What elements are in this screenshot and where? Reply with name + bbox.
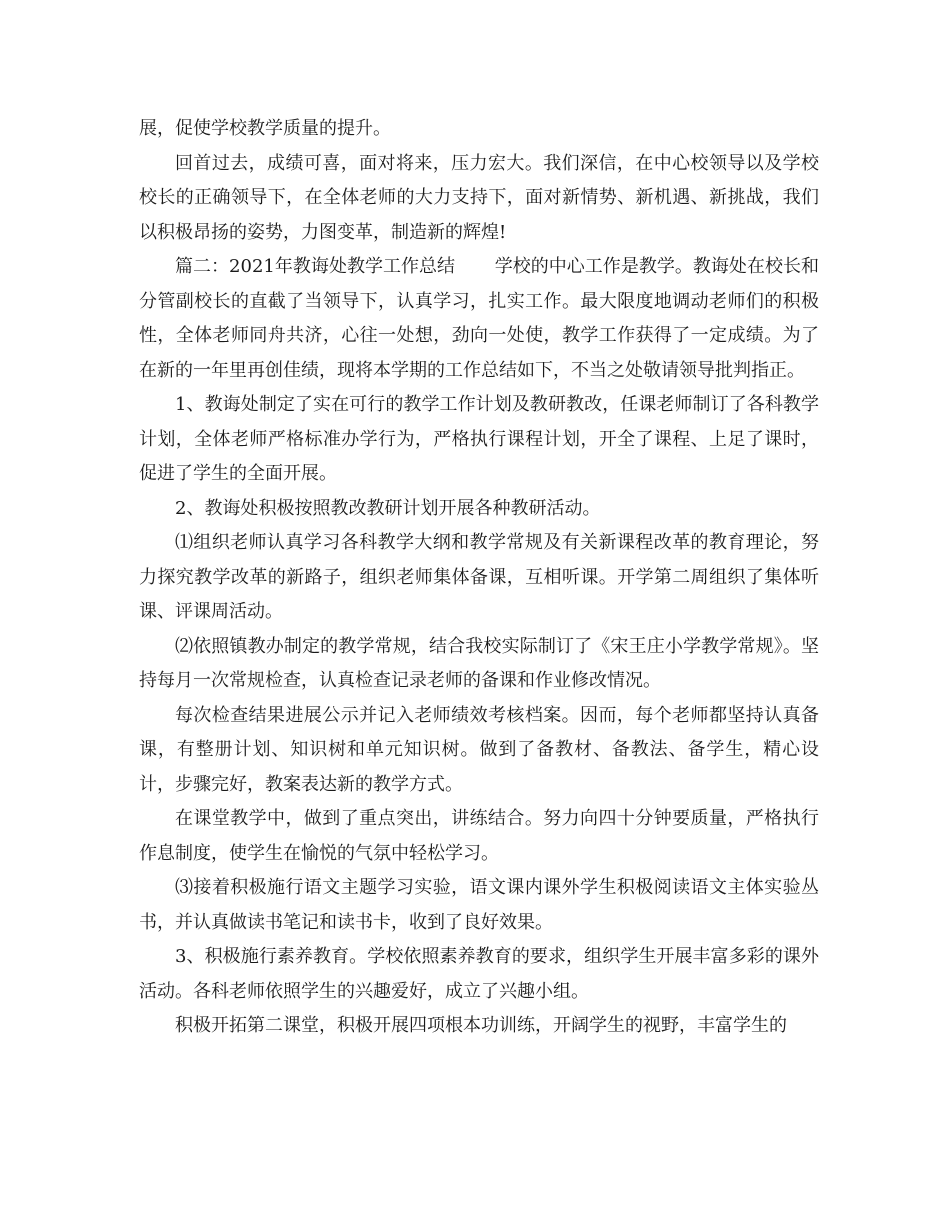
paragraph: 3、积极施行素养教育。学校依照素养教育的要求，组织学生开展丰富多彩的课外活动。各科老师依照学生的兴趣爱好，成立了兴趣小组。 <box>139 946 819 1002</box>
paragraph: 回首过去，成绩可喜，面对将来，压力宏大。我们深信，在中心校领导以及学校校长的正确领导下，在全体老师的大力支持下，面对新情势、新机遇、新挑战，我们以积极昂扬的姿势，力图变革，制造新的辉煌! <box>139 152 819 243</box>
paragraph: 每次检查结果进展公示并记入老师绩效考核档案。因而，每个老师都坚持认真备课，有整册计划、知识树和单元知识树。做到了备教材、备教法、备学生，精心设计，步骤完好，教案表达新的教学方式。 <box>139 704 819 795</box>
paragraph: 在课堂教学中，做到了重点突出，讲练结合。努力向四十分钟要质量，严格执行作息制度，使学生在愉悦的气氛中轻松学习。 <box>139 808 819 864</box>
paragraph: 积极开拓第二课堂，积极开展四项根本功训练，开阔学生的视野，丰富学生的 <box>175 1015 787 1036</box>
paragraph: 展，促使学校教学质量的提升。 <box>139 118 391 139</box>
paragraph: ⑴组织老师认真学习各科教学大纲和教学常规及有关新课程改革的教育理论，努力探究教学改革的新路子，组织老师集体备课，互相听课。开学第二周组织了集体听课、评课周活动。 <box>139 532 819 622</box>
paragraph: 1、教诲处制定了实在可行的教学工作计划及教研教改，任课老师制订了各科教学计划，全体老师严格标准办学行为，严格执行课程计划，开全了课程、上足了课时，促进了学生的全面开展。 <box>139 394 819 484</box>
paragraph-text: 学校的中心工作是教学。教诲处在校长和分管副校长的直截了当领导下，认真学习，扎实工作。最大限度地调动老师们的积极性，全体老师同舟共济，心往一处想，劲向一处使，教学工作获得了一定成绩。为了在新的一年里再创佳绩，现将本学期的工作总结如下，不当之处敬请领导批判指正。 <box>139 256 820 381</box>
section-heading: 篇二：2021年教诲处教学工作总结 <box>175 256 456 277</box>
document-body <box>139 112 819 1044</box>
paragraph: ⑵依照镇教办制定的教学常规，结合我校实际制订了《宋王庄小学教学常规》。坚持每月一次常规检查，认真检查记录老师的备课和作业修改情况。 <box>139 635 819 691</box>
paragraph <box>139 250 819 388</box>
paragraph: ⑶接着积极施行语文主题学习实验，语文课内课外学生积极阅读语文主体实验丛书，并认真做读书笔记和读书卡，收到了良好效果。 <box>139 877 819 933</box>
paragraph: 2、教诲处积极按照教改教研计划开展各种教研活动。 <box>175 497 601 519</box>
